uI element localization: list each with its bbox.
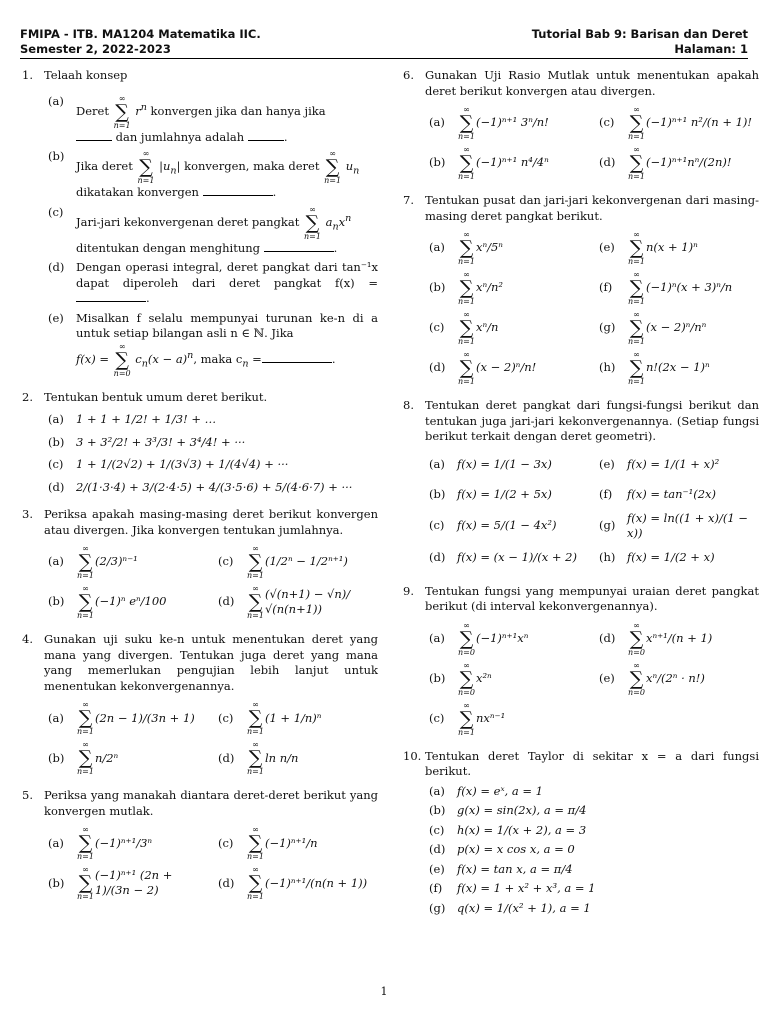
problem-statement: Telaah konsep [44,68,128,82]
sum-symbol: ∞ ∑ n=0 [458,660,475,697]
math-expression: (−1)ⁿ⁺¹/(n(n + 1)) [264,875,368,890]
math-expression: (−1)ⁿ⁺¹ 3ⁿ/n! [475,115,549,130]
header-rule [20,58,748,59]
item-10e [425,862,759,878]
left-column [22,68,378,913]
item-label: (a) [48,554,64,569]
item-label: (b) [429,155,446,170]
math-expression: xⁿ/(2ⁿ · n!) [645,670,705,685]
sum-symbol: ∞ ∑ n=1 [628,270,645,307]
item-label: (a) [48,93,64,108]
answer-blank[interactable] [76,130,112,141]
answer-blank[interactable] [264,241,334,252]
answer-blank[interactable] [262,352,332,363]
problem-number: 6. [403,68,414,82]
item-label: (e) [48,310,64,325]
math-expression: 1 + 1/(2√2) + 1/(3√3) + 1/(4√4) + ··· [76,457,289,472]
course-title: FMIPA - ITB. MA1204 Matematika IIC. [20,27,261,41]
math-expression: 2/(1·3·4) + 3/(2·4·5) + 4/(3·5·6) + 5/(4·6·7) + ··· [76,479,353,494]
item-7f [595,270,759,306]
sum-symbol: ∞ ∑ n=1 [458,105,475,142]
sum-symbol: ∞ ∑ n=1 [458,230,475,267]
sum-symbol: ∞ ∑ n=1 [247,700,264,737]
item-3a [44,544,208,580]
item-5d [214,865,378,901]
math-expression: f(x) = tan⁻¹(2x) [627,486,717,501]
item-8e [595,451,759,479]
sum-symbol: ∞ ∑ n=0 [458,620,475,657]
math-expression: (−1)ⁿ(x + 3)ⁿ/n [645,280,733,295]
item-label: (a) [48,710,64,725]
item-label: (c) [429,320,445,335]
problem-statement: Tentukan pusat dan jari-jari kekonvergenan dari masing-masing deret pangkat berikut. [425,193,759,223]
item-label: (f) [599,280,613,295]
item-label: (d) [218,875,235,890]
item-9c [425,701,589,737]
problem-6-items [425,105,759,181]
math-term: c [135,351,142,366]
item-label: (b) [429,280,446,295]
item-9b [425,661,589,697]
item-10a [425,784,759,800]
answer-blank[interactable] [248,130,284,141]
item-8g [595,511,759,542]
item-label: (c) [599,115,615,130]
math-expression: (−1)ⁿ⁺¹/n [264,835,318,850]
item-label: (a) [429,783,445,798]
sum-symbol: ∞ ∑ n=0 [113,341,131,378]
problem-number: 3. [22,507,33,522]
sum-symbol: ∞ ∑ n=1 [247,825,264,862]
math-term: u [345,159,354,174]
math-expression: (1/2ⁿ − 1/2ⁿ⁺¹) [264,554,348,569]
text: dikatakan konvergen [76,185,199,200]
math-sub: n [332,220,339,232]
math-expression: p(x) = x cos x, a = 0 [457,842,575,857]
text: = [252,351,262,366]
math-sup: n [187,349,194,361]
problem-3-items [44,544,378,620]
sum-symbol: ∞ ∑ n=0 [628,620,645,657]
problem-2 [22,390,378,496]
item-label: (d) [429,360,446,375]
item-label: (c) [48,204,64,219]
item-label: (d) [429,549,446,564]
text: Dengan operasi integral, deret pangkat dari tan⁻¹x dapat diperoleh dari deret pangkat f(x) = [76,260,378,290]
item-label: (d) [599,155,616,170]
item-4c [214,700,378,736]
problem-statement: Periksa yang manakah diantara deret-deret berikut yang konvergen mutlak. [44,788,378,818]
item-1c: (c) Jari-jari kekonvergenan deret pangkat ∞ ∑ n=1 $a_nx^n$ ditentukan dengan menghitung . [44,205,378,257]
sum-symbol: ∞ ∑ n=1 [628,105,645,142]
math-expression: f(x) = tan x, a = π/4 [457,861,573,876]
problem-5-items [44,825,378,901]
item-10c [425,823,759,839]
math-expression: (x − 2)ⁿ/nⁿ [645,320,707,335]
answer-blank[interactable] [203,185,273,196]
problem-5 [22,788,378,901]
problem-statement: Tentukan bentuk umum deret berikut. [44,389,268,404]
item-7e [595,230,759,266]
item-label: (c) [218,710,234,725]
item-7c [425,310,589,346]
problem-4 [22,632,378,776]
sum-symbol: ∞ ∑ n=1 [77,700,94,737]
item-label: (e) [429,861,445,876]
math-expression: (−1)ⁿ⁺¹ n⁴/4ⁿ [475,155,549,170]
math-expression: ln n/n [264,750,299,765]
problem-8-items [425,451,759,572]
math-term: x [338,214,346,229]
item-label: (h) [599,549,616,564]
problem-7 [403,193,759,386]
problem-number: 10. [403,748,422,763]
item-label: (b) [48,434,65,449]
math-sub: n [353,165,360,177]
item-8c [425,511,589,542]
sum-symbol: ∞ ∑ n=0 [628,660,645,697]
item-label: (d) [48,260,65,275]
item-1d: (d) Dengan operasi integral, deret pangkat dari tan⁻¹x dapat diperoleh dari deret pangkat f(x) = . [44,260,378,307]
math-expression: f(x) = 5/(1 − 4x²) [457,518,557,533]
math-expression: (2n − 1)/(3n + 1) [94,710,195,725]
math-expression: (−1)ⁿ⁺¹ n²/(n + 1)! [645,115,753,130]
problem-number: 7. [403,193,414,208]
item-2d [44,480,378,496]
math-sub: n [141,357,148,369]
item-label: (c) [429,518,445,533]
math-expression: f(x) = (x − 1)/(x + 2) [457,549,577,564]
problem-7-items [425,230,759,386]
item-9e [595,661,759,697]
math-term: a [325,214,333,229]
math-expression: nxⁿ⁻¹ [475,710,506,725]
problem-9 [403,584,759,737]
item-label: (e) [599,240,615,255]
math-expression: n(x + 1)ⁿ [645,240,698,255]
item-2c [44,457,378,473]
math-expression: (1 + 1/n)ⁿ [264,710,322,725]
problem-4-items [44,700,378,776]
item-label: (e) [599,670,615,685]
math-expression: (−1)ⁿ⁺¹nⁿ/(2n)! [645,155,732,170]
item-label: (b) [429,670,446,685]
math-expression: (−1)ⁿ⁺¹/3ⁿ [94,835,153,850]
math-expression: xⁿ/n [475,320,499,335]
math-sub: n [170,165,177,177]
answer-blank[interactable] [76,291,146,302]
item-label: (d) [48,479,65,494]
math-expression: f(x) = 1 + x² + x³, a = 1 [457,881,596,896]
sum-symbol: ∞ ∑ n=1 [628,350,645,387]
item-2a [44,412,378,428]
math-expression: 1 + 1 + 1/2! + 1/3! + … [76,412,217,427]
math-term: f(x) = [76,351,110,366]
sum-symbol: ∞ ∑ n=1 [458,700,475,737]
item-label: (d) [218,594,235,609]
problem-8 [403,398,759,572]
math-expression: xⁿ⁺¹/(n + 1) [645,630,713,645]
sum-symbol: ∞ ∑ n=1 [247,740,264,777]
item-5a [44,825,208,861]
math-expression: f(x) = ln((1 + x)/(1 − x)) [627,510,748,541]
problem-9-items [425,621,759,737]
sum-symbol: ∞ ∑ n=1 [628,310,645,347]
problem-1 [22,68,378,378]
item-label: (a) [429,115,445,130]
sum-symbol: ∞ ∑ n=1 [247,584,264,621]
text: Jika deret [76,159,133,174]
math-expression: g(x) = sin(2x), a = π/4 [457,803,587,818]
problem-number: 2. [22,389,33,404]
text: Deret [76,103,109,118]
item-7a [425,230,589,266]
math-expression: x²ⁿ [475,670,492,685]
math-term: (x − a) [147,351,188,366]
item-label: (b) [48,594,65,609]
sum-symbol: ∞ ∑ n=1 [458,350,475,387]
item-label: (c) [429,710,445,725]
item-7b [425,270,589,306]
math-expression: f(x) = 1/(2 + x) [627,549,715,564]
problem-number: 1. [22,68,33,82]
item-6c [595,105,759,141]
semester: Semester 2, 2022-2023 [20,42,171,56]
item-5c [214,825,378,861]
tutorial-title: Tutorial Bab 9: Barisan dan Deret [531,27,748,41]
item-8b [425,481,589,509]
text: ditentukan dengan menghitung [76,240,260,255]
page-number: 1 [380,985,388,998]
item-10b [425,803,759,819]
item-label: (c) [218,554,234,569]
math-expression: (−1)ⁿ⁺¹xⁿ [475,630,529,645]
problem-number: 5. [22,788,33,803]
math-expression: xⁿ/n² [475,280,503,295]
item-1b: (b) Jika deret ∞ ∑ n=1 $|u_n|$ konvergen, maka deret ∞ ∑ n=1 $u_n$ dikatakan konvergen . [44,149,378,201]
item-label: (d) [218,750,235,765]
item-label: (f) [599,486,613,501]
item-label: (d) [599,630,616,645]
problem-statement: Tentukan deret pangkat dari fungsi-fungsi berikut dan tentukan juga jari-jari kekonvergenannya. (Setiap fungsi berikut terkait dengan deret geometri). [425,398,759,444]
item-8a [425,451,589,479]
item-8h [595,544,759,572]
item-label: (a) [429,630,445,645]
math-expression: f(x) = 1/(1 − 3x) [457,456,552,471]
item-7g [595,310,759,346]
item-6a [425,105,589,141]
item-label: (b) [429,803,446,818]
math-term: | [176,159,181,174]
item-7d [425,350,589,386]
page-label: Halaman: 1 [674,42,748,56]
item-label: (d) [429,842,446,857]
sum-symbol: ∞ ∑ n=1 [137,149,155,186]
item-9a [425,621,589,657]
problem-10 [403,749,759,917]
item-label: (a) [48,835,64,850]
sum-symbol: ∞ ∑ n=1 [247,865,264,902]
item-label: (b) [48,149,65,164]
text: konvergen, maka deret [184,159,320,174]
item-label: (b) [48,750,65,765]
item-1a: (a) Deret ∞ ∑ n=1 $r^n$ konvergen jika dan hanya jika dan jumlahnya adalah . [44,94,378,146]
text: konvergen jika dan hanya jika [150,103,326,118]
item-label: (c) [218,835,234,850]
math-expression: f(x) = 1/(1 + x)² [627,456,720,471]
sum-symbol: ∞ ∑ n=1 [458,145,475,182]
math-term: r [135,103,141,118]
item-5b [44,865,208,901]
math-sub: n [242,357,249,369]
item-3d [214,584,378,620]
math-expression: (x − 2)ⁿ/n! [475,360,537,375]
text: Jari-jari kekonvergenan deret pangkat [76,214,300,229]
problem-number: 8. [403,398,414,413]
item-label: (e) [599,456,615,471]
item-label: (a) [48,412,64,427]
item-label: (g) [429,900,446,915]
problem-statement: Gunakan uji suku ke-n untuk menentukan deret yang mana yang divergen. Tentukan juga deret yang mana yang memerlukan pengujian lebih lanjut untuk menentukan kekonvergenannya. [44,632,378,693]
sum-symbol: ∞ ∑ n=1 [628,145,645,182]
text: , maka c [193,351,243,366]
item-1e: (e) Misalkan f selalu mempunyai turunan ke-n di a untuk setiap bilangan asli n ∈ ℕ. Jika f(x) = ∞ ∑ n=0 $c_n(x - a)^n$, maka $c_n$ = . [44,311,378,378]
sum-symbol: ∞ ∑ n=1 [77,865,94,902]
sum-symbol: ∞ ∑ n=1 [247,544,264,581]
math-expression: (−1)ⁿ eⁿ/100 [94,594,167,609]
math-expression: q(x) = 1/(x² + 1), a = 1 [457,900,591,915]
problem-statement: Gunakan Uji Rasio Mutlak untuk menentukan apakah deret berikut konvergen atau divergen. [425,68,759,98]
item-6b [425,145,589,181]
item-label: (c) [48,457,64,472]
problem-statement: Tentukan deret Taylor di sekitar x = a dari fungsi berikut. [425,748,759,779]
item-label: (a) [429,456,445,471]
math-expression: f(x) = 1/(2 + 5x) [457,486,552,501]
right-column [403,68,759,928]
math-term: |u [159,159,171,174]
problem-statement: Periksa apakah masing-masing deret berikut konvergen atau divergen. Jika konvergen tentukan jumlahnya. [44,507,378,537]
item-3c [214,544,378,580]
item-4d [214,740,378,776]
sum-symbol: ∞ ∑ n=1 [77,584,94,621]
sum-symbol: ∞ ∑ n=1 [458,310,475,347]
item-8f [595,481,759,509]
math-expression: (√(n+1) − √n)/√(n(n+1)) [264,586,351,617]
item-label: (c) [429,822,445,837]
item-label: (g) [599,518,616,533]
problem-number: 4. [22,632,33,647]
item-label: (g) [599,320,616,335]
math-expression: (2/3)ⁿ⁻¹ [94,554,138,569]
math-expression: (−1)ⁿ⁺¹ (2n + 1)/(3n − 2) [94,867,173,898]
item-7h [595,350,759,386]
math-sup: n [345,212,352,224]
math-expression: n!(2x − 1)ⁿ [645,360,710,375]
item-2b [44,435,378,451]
sum-symbol: ∞ ∑ n=1 [324,149,342,186]
item-label: (h) [599,360,616,375]
item-8d [425,544,589,572]
math-expression: n/2ⁿ [94,750,119,765]
item-10f [425,881,759,897]
sum-symbol: ∞ ∑ n=1 [458,270,475,307]
problem-3 [22,507,378,620]
item-label: (f) [429,881,443,896]
item-10g [425,901,759,917]
text: dan jumlahnya adalah [115,129,245,144]
math-expression: 3 + 3²/2! + 3³/3! + 3⁴/4! + ··· [76,434,246,449]
math-expression: h(x) = 1/(x + 2), a = 3 [457,822,587,837]
sum-symbol: ∞ ∑ n=1 [77,825,94,862]
problem-statement: Tentukan fungsi yang mempunyai uraian deret pangkat berikut (di interval kekonvergenannya). [425,583,759,614]
sum-symbol: ∞ ∑ n=1 [77,544,94,581]
sum-symbol: ∞ ∑ n=1 [77,740,94,777]
item-6d [595,145,759,181]
problem-number: 9. [403,583,414,598]
text: Misalkan f selalu mempunyai turunan ke-n di a untuk setiap bilangan asli n ∈ ℕ. Jika [76,310,378,341]
item-4b [44,740,208,776]
math-expression: xⁿ/5ⁿ [475,240,503,255]
item-label: (a) [429,240,445,255]
sum-symbol: ∞ ∑ n=1 [113,93,131,130]
problem-6 [403,68,759,181]
item-4a [44,700,208,736]
item-label: (b) [429,486,446,501]
sum-symbol: ∞ ∑ n=1 [303,204,321,241]
math-expression: f(x) = eˣ, a = 1 [457,783,543,798]
item-10d [425,842,759,858]
item-3b [44,584,208,620]
math-sup: n [140,101,147,113]
item-9d [595,621,759,657]
item-label: (b) [48,875,65,890]
sum-symbol: ∞ ∑ n=1 [628,230,645,267]
